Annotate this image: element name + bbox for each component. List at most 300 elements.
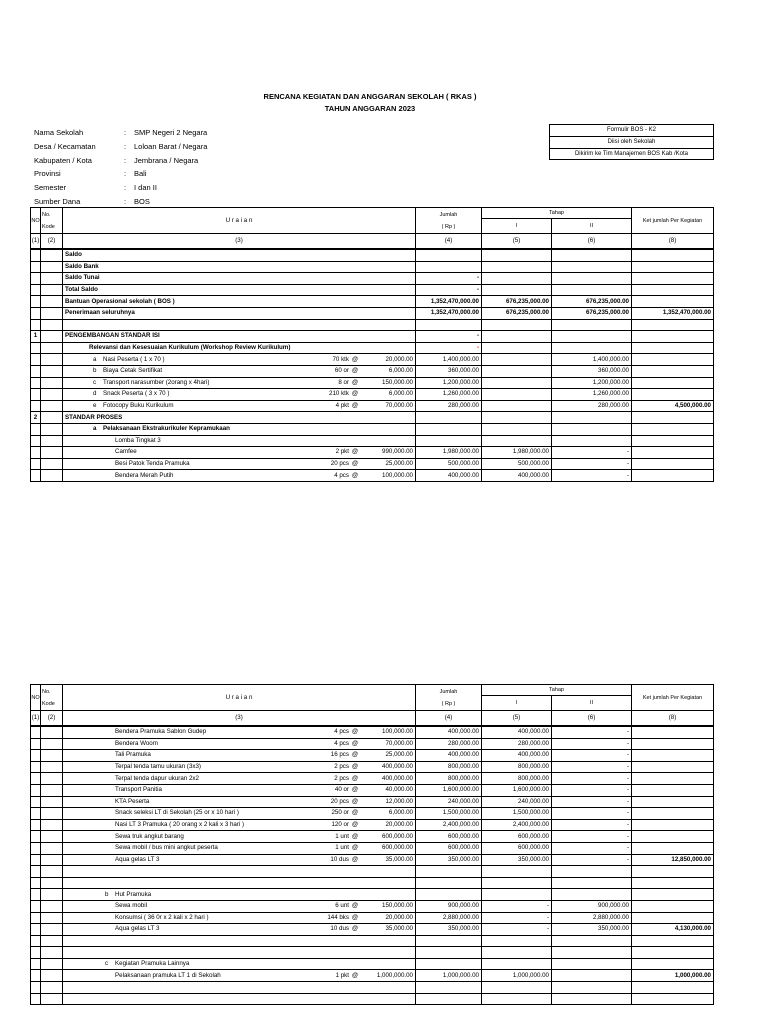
item-quantity: 4 pcs — [334, 728, 349, 736]
row-uraian — [63, 854, 416, 866]
row-tahap-1 — [482, 993, 552, 1005]
row-tahap-2 — [552, 249, 632, 261]
item-description: Kegiatan Pramuka Lainnya — [115, 960, 190, 968]
at-sign: @ — [351, 774, 359, 782]
budget-row — [31, 982, 714, 994]
row-tahap-2 — [552, 319, 632, 331]
col-num: (2) — [41, 234, 63, 250]
at-sign: @ — [351, 832, 359, 840]
item-description: Konsumsi ( 36 0r x 2 kali x 2 hari ) — [115, 913, 209, 921]
budget-row — [31, 993, 714, 1005]
header-no: NO — [31, 208, 41, 234]
item-description: PENGEMBANGAN STANDAR ISI — [65, 332, 160, 340]
item-unit-price: 1,000,000.00 — [376, 971, 413, 979]
row-tahap-1 — [482, 261, 552, 273]
row-kode — [41, 784, 63, 796]
item-quantity: 70 ktk — [332, 355, 349, 363]
row-ket — [632, 947, 714, 959]
row-jumlah — [416, 319, 482, 331]
info-value: Loloan Barat / Negara — [134, 141, 208, 151]
item-quantity: 16 pcs — [330, 751, 349, 759]
row-tahap-1 — [482, 435, 552, 447]
item-unit-price: 25,000.00 — [385, 751, 413, 759]
row-kode — [41, 365, 63, 377]
row-tahap-2: - — [552, 831, 632, 843]
info-separator: : — [123, 141, 127, 151]
row-uraian — [63, 423, 416, 435]
item-description: Saldo Bank — [65, 262, 99, 270]
at-sign: @ — [351, 925, 359, 933]
row-tahap-2: - — [552, 726, 632, 738]
item-description: Tali Pramuka — [115, 751, 151, 759]
row-tahap-1 — [482, 947, 552, 959]
row-jumlah: 280,000.00 — [416, 400, 482, 412]
header-jumlah: Jumlah ( Rp ) — [416, 208, 482, 234]
row-jumlah: 1,980,000.00 — [416, 447, 482, 459]
item-quantity: 1 pkt — [335, 971, 349, 979]
row-ket — [632, 447, 714, 459]
at-sign: @ — [351, 355, 359, 363]
row-kode — [41, 447, 63, 459]
row-ket — [632, 377, 714, 389]
row-jumlah — [416, 249, 482, 261]
row-tahap-2: - — [552, 750, 632, 762]
row-uraian — [63, 924, 416, 936]
row-kode — [41, 900, 63, 912]
budget-row — [31, 726, 714, 738]
budget-row — [31, 866, 714, 878]
budget-row — [31, 447, 714, 459]
row-no — [31, 249, 41, 261]
row-tahap-2: - — [552, 738, 632, 750]
at-sign: @ — [351, 402, 359, 410]
row-tahap-2: - — [552, 854, 632, 866]
row-tahap-1: 350,000.00 — [482, 854, 552, 866]
item-description: Sewa truk angkut barang — [115, 832, 184, 840]
row-ket — [632, 889, 714, 901]
item-quantity: 20 pcs — [330, 797, 349, 805]
row-jumlah: 900,000.00 — [416, 900, 482, 912]
row-ket — [632, 284, 714, 296]
row-ket — [632, 761, 714, 773]
row-tahap-2 — [552, 331, 632, 343]
row-tahap-2: 1,200,000.00 — [552, 377, 632, 389]
item-description: Transport Panitia — [115, 786, 162, 794]
row-ket — [632, 389, 714, 401]
item-description: Terpal tenda tamu ukuran (3x3) — [115, 763, 201, 771]
item-unit-price: 100,000.00 — [382, 471, 413, 479]
row-tahap-1 — [482, 342, 552, 354]
row-jumlah: 600,000.00 — [416, 831, 482, 843]
row-ket: 12,850,000.00 — [632, 854, 714, 866]
at-sign: @ — [351, 902, 359, 910]
row-jumlah — [416, 958, 482, 970]
row-ket: 4,130,000.00 — [632, 924, 714, 936]
item-unit-price: 12,000.00 — [385, 797, 413, 805]
row-no — [31, 470, 41, 482]
row-ket — [632, 458, 714, 470]
row-tahap-2: 350,000.00 — [552, 924, 632, 936]
item-quantity: 10 dus — [330, 925, 349, 933]
item-unit-price: 6,000.00 — [388, 367, 413, 375]
budget-row — [31, 261, 714, 273]
row-tahap-2 — [552, 342, 632, 354]
row-uraian — [63, 307, 416, 319]
row-jumlah: 1,260,000.00 — [416, 389, 482, 401]
row-ket — [632, 342, 714, 354]
row-ket — [632, 831, 714, 843]
row-tahap-2 — [552, 284, 632, 296]
row-uraian — [63, 470, 416, 482]
row-tahap-2: - — [552, 796, 632, 808]
row-kode — [41, 935, 63, 947]
row-tahap-1 — [482, 284, 552, 296]
info-row — [34, 182, 207, 194]
item-unit-price: 25,000.00 — [385, 459, 413, 467]
header-tahap-2: II — [552, 696, 632, 711]
item-unit-price: 35,000.00 — [385, 925, 413, 933]
row-uraian — [63, 365, 416, 377]
at-sign: @ — [351, 378, 359, 386]
row-uraian — [63, 342, 416, 354]
row-tahap-2 — [552, 993, 632, 1005]
item-description: Bendera Pramuka Sablon Gudep — [115, 728, 207, 736]
col-num: (5) — [482, 234, 552, 250]
item-letter: b — [93, 367, 97, 375]
info-value: SMP Negeri 2 Negara — [134, 128, 208, 137]
item-description: Fotocopy Buku Kurikulum — [103, 402, 174, 410]
row-jumlah: - — [416, 284, 482, 296]
row-jumlah: - — [416, 273, 482, 285]
row-kode — [41, 389, 63, 401]
row-ket — [632, 354, 714, 366]
row-uraian — [63, 877, 416, 889]
row-uraian — [63, 261, 416, 273]
row-ket — [632, 365, 714, 377]
row-uraian — [63, 808, 416, 820]
row-ket — [632, 273, 714, 285]
budget-row — [31, 947, 714, 959]
column-number-row — [31, 234, 714, 250]
item-letter: e — [93, 402, 97, 410]
row-uraian — [63, 866, 416, 878]
row-jumlah: 400,000.00 — [416, 726, 482, 738]
row-jumlah — [416, 423, 482, 435]
at-sign: @ — [351, 855, 359, 863]
row-tahap-1 — [482, 273, 552, 285]
budget-row — [31, 319, 714, 331]
row-kode — [41, 958, 63, 970]
budget-row — [31, 935, 714, 947]
row-no — [31, 296, 41, 308]
info-value: BOS — [134, 196, 150, 206]
row-uraian — [63, 447, 416, 459]
budget-row — [31, 970, 714, 982]
budget-row — [31, 365, 714, 377]
form-sent-to: Dikirim ke Tim Manajemen BOS Kab /Kota — [574, 150, 689, 157]
budget-row — [31, 423, 714, 435]
row-uraian — [63, 319, 416, 331]
item-quantity: 2 pcs — [334, 774, 349, 782]
col-num: (4) — [416, 711, 482, 727]
row-tahap-1: 800,000.00 — [482, 773, 552, 785]
row-no — [31, 761, 41, 773]
row-no — [31, 319, 41, 331]
header-tahap: Tahap — [482, 685, 632, 696]
item-unit-price: 20,000.00 — [385, 913, 413, 921]
row-jumlah — [416, 947, 482, 959]
header-uraian: U r a i a n — [63, 685, 416, 711]
row-no — [31, 842, 41, 854]
row-jumlah: - — [416, 331, 482, 343]
header-ket: Ket jumlah Per Kegiatan — [632, 685, 714, 711]
row-tahap-2: 676,235,000.00 — [552, 296, 632, 308]
budget-row — [31, 773, 714, 785]
row-tahap-2: - — [552, 784, 632, 796]
row-jumlah — [416, 993, 482, 1005]
row-tahap-2 — [552, 412, 632, 424]
info-value: I dan II — [134, 183, 157, 193]
item-letter: c — [105, 960, 109, 968]
item-unit-price: 6,000.00 — [388, 809, 413, 817]
row-no — [31, 273, 41, 285]
info-separator: : — [123, 155, 127, 165]
row-no — [31, 796, 41, 808]
row-no: 2 — [31, 412, 41, 424]
item-description: Bendera Woom — [115, 739, 158, 747]
info-label: Desa / Kecamatan — [34, 141, 96, 151]
row-tahap-1: - — [482, 900, 552, 912]
row-jumlah — [416, 982, 482, 994]
row-tahap-2 — [552, 947, 632, 959]
row-tahap-2: 1,260,000.00 — [552, 389, 632, 401]
row-no — [31, 831, 41, 843]
row-tahap-1: 676,235,000.00 — [482, 307, 552, 319]
row-tahap-1: 800,000.00 — [482, 761, 552, 773]
row-kode — [41, 331, 63, 343]
row-ket — [632, 470, 714, 482]
row-no — [31, 261, 41, 273]
row-kode — [41, 761, 63, 773]
row-uraian — [63, 761, 416, 773]
row-tahap-1: 400,000.00 — [482, 726, 552, 738]
row-no — [31, 435, 41, 447]
form-filled-by: Diisi oleh Sekolah — [550, 137, 713, 149]
row-ket — [632, 750, 714, 762]
row-tahap-2 — [552, 273, 632, 285]
row-jumlah: 600,000.00 — [416, 842, 482, 854]
budget-row — [31, 958, 714, 970]
row-tahap-2: - — [552, 842, 632, 854]
form-code: Formulir BOS - K2 — [550, 125, 713, 137]
row-tahap-2 — [552, 423, 632, 435]
item-unit-price: 20,000.00 — [385, 821, 413, 829]
row-jumlah: 280,000.00 — [416, 738, 482, 750]
row-no — [31, 854, 41, 866]
row-no — [31, 993, 41, 1005]
row-tahap-1 — [482, 377, 552, 389]
col-num: (8) — [632, 711, 714, 727]
header-uraian: U r a i a n — [63, 208, 416, 234]
row-tahap-1 — [482, 319, 552, 331]
item-description: KTA Peserta — [115, 797, 150, 805]
row-tahap-1: 1,000,000.00 — [482, 970, 552, 982]
row-uraian — [63, 773, 416, 785]
header-tahap: Tahap — [482, 208, 632, 219]
budget-row — [31, 889, 714, 901]
row-jumlah: 360,000.00 — [416, 365, 482, 377]
row-ket — [632, 726, 714, 738]
row-tahap-1: 600,000.00 — [482, 842, 552, 854]
at-sign: @ — [351, 728, 359, 736]
row-tahap-1: - — [482, 924, 552, 936]
row-tahap-1: 280,000.00 — [482, 738, 552, 750]
at-sign: @ — [351, 751, 359, 759]
row-kode — [41, 726, 63, 738]
item-description: Terpal tenda dapur ukuran 2x2 — [115, 774, 199, 782]
row-uraian — [63, 389, 416, 401]
row-tahap-2 — [552, 866, 632, 878]
document-subtitle: TAHUN ANGGARAN 2023 — [324, 104, 416, 113]
row-ket — [632, 842, 714, 854]
item-description: Lomba Tingkat 3 — [115, 436, 161, 444]
budget-row — [31, 389, 714, 401]
item-letter: b — [105, 890, 109, 898]
row-no — [31, 726, 41, 738]
row-no — [31, 947, 41, 959]
at-sign: @ — [351, 763, 359, 771]
budget-row — [31, 400, 714, 412]
row-tahap-1: 500,000.00 — [482, 458, 552, 470]
row-ket: 4,500,000.00 — [632, 400, 714, 412]
row-jumlah — [416, 866, 482, 878]
row-ket — [632, 866, 714, 878]
row-kode — [41, 970, 63, 982]
row-jumlah: 1,600,000.00 — [416, 784, 482, 796]
budget-row — [31, 435, 714, 447]
row-ket — [632, 935, 714, 947]
row-no — [31, 365, 41, 377]
item-unit-price: 35,000.00 — [385, 855, 413, 863]
budget-row — [31, 307, 714, 319]
item-quantity: 2 pkt — [335, 448, 349, 456]
at-sign: @ — [351, 471, 359, 479]
col-num: (1) — [31, 234, 41, 250]
row-jumlah: 400,000.00 — [416, 750, 482, 762]
budget-row — [31, 842, 714, 854]
row-tahap-2: - — [552, 470, 632, 482]
budget-table-1 — [30, 207, 714, 482]
budget-row — [31, 273, 714, 285]
info-value: Bali — [134, 169, 147, 179]
row-no — [31, 377, 41, 389]
budget-row — [31, 819, 714, 831]
item-quantity: 120 or — [331, 821, 349, 829]
info-row — [34, 168, 207, 180]
item-description: STANDAR PROSES — [65, 413, 123, 421]
row-kode — [41, 796, 63, 808]
row-ket — [632, 412, 714, 424]
row-ket — [632, 738, 714, 750]
row-ket — [632, 423, 714, 435]
row-tahap-2 — [552, 970, 632, 982]
row-tahap-1 — [482, 331, 552, 343]
col-num: (4) — [416, 234, 482, 250]
row-kode — [41, 831, 63, 843]
row-uraian — [63, 831, 416, 843]
row-no — [31, 400, 41, 412]
header-no: NO — [31, 685, 41, 711]
budget-row — [31, 750, 714, 762]
at-sign: @ — [351, 448, 359, 456]
info-value: Jembrana / Negara — [134, 155, 199, 165]
row-jumlah: 240,000.00 — [416, 796, 482, 808]
item-unit-price: 600,000.00 — [382, 832, 413, 840]
item-letter: a — [93, 425, 97, 433]
item-description: Snack seleksi LT di Sekolah (25 or x 10 hari ) — [115, 809, 239, 817]
row-no — [31, 738, 41, 750]
item-description: Transport narasumber (2orang x 4hari) — [103, 378, 210, 386]
row-uraian — [63, 249, 416, 261]
row-kode — [41, 458, 63, 470]
item-quantity: 144 bks — [327, 913, 349, 921]
row-tahap-1: 400,000.00 — [482, 750, 552, 762]
row-jumlah: - — [416, 342, 482, 354]
budget-row — [31, 377, 714, 389]
header-row — [31, 685, 714, 696]
row-jumlah: 1,500,000.00 — [416, 808, 482, 820]
row-jumlah: 1,200,000.00 — [416, 377, 482, 389]
item-unit-price: 400,000.00 — [382, 774, 413, 782]
row-jumlah: 500,000.00 — [416, 458, 482, 470]
header-jumlah: Jumlah ( Rp ) — [416, 685, 482, 711]
item-quantity: 6 unt — [335, 902, 349, 910]
header-ket: Ket jumlah Per Kegiatan — [632, 208, 714, 234]
row-kode — [41, 808, 63, 820]
at-sign: @ — [351, 913, 359, 921]
document-title: RENCANA KEGIATAN DAN ANGGARAN SEKOLAH ( RKAS ) — [263, 92, 477, 101]
row-kode — [41, 993, 63, 1005]
row-tahap-1: 1,600,000.00 — [482, 784, 552, 796]
row-tahap-2: 676,235,000.00 — [552, 307, 632, 319]
row-tahap-1 — [482, 935, 552, 947]
header-row — [31, 208, 714, 219]
column-number-row — [31, 711, 714, 727]
row-ket — [632, 982, 714, 994]
row-kode — [41, 773, 63, 785]
item-unit-price: 150,000.00 — [382, 378, 413, 386]
row-uraian — [63, 354, 416, 366]
item-description: Sewa mobil — [115, 902, 147, 910]
item-description: Snack Peserta ( 3 x 70 ) — [103, 390, 170, 398]
at-sign: @ — [351, 797, 359, 805]
item-description: Pelaksanaan Ekstrakurikuler Kepramukaan — [103, 425, 230, 433]
col-num: (5) — [482, 711, 552, 727]
row-ket — [632, 784, 714, 796]
col-num: (6) — [552, 711, 632, 727]
item-unit-price: 600,000.00 — [382, 844, 413, 852]
budget-table-2 — [30, 684, 714, 1005]
row-no — [31, 958, 41, 970]
row-kode — [41, 354, 63, 366]
row-tahap-1 — [482, 877, 552, 889]
row-tahap-1: 676,235,000.00 — [482, 296, 552, 308]
row-tahap-1 — [482, 982, 552, 994]
item-description: Biaya Cetak Sertifikat — [103, 367, 163, 375]
item-description: Besi Patok Tenda Pramuka — [115, 459, 190, 467]
item-description: Bantuan Operasional sekolah ( BOS ) — [65, 297, 175, 305]
item-quantity: 4 pcs — [334, 471, 349, 479]
